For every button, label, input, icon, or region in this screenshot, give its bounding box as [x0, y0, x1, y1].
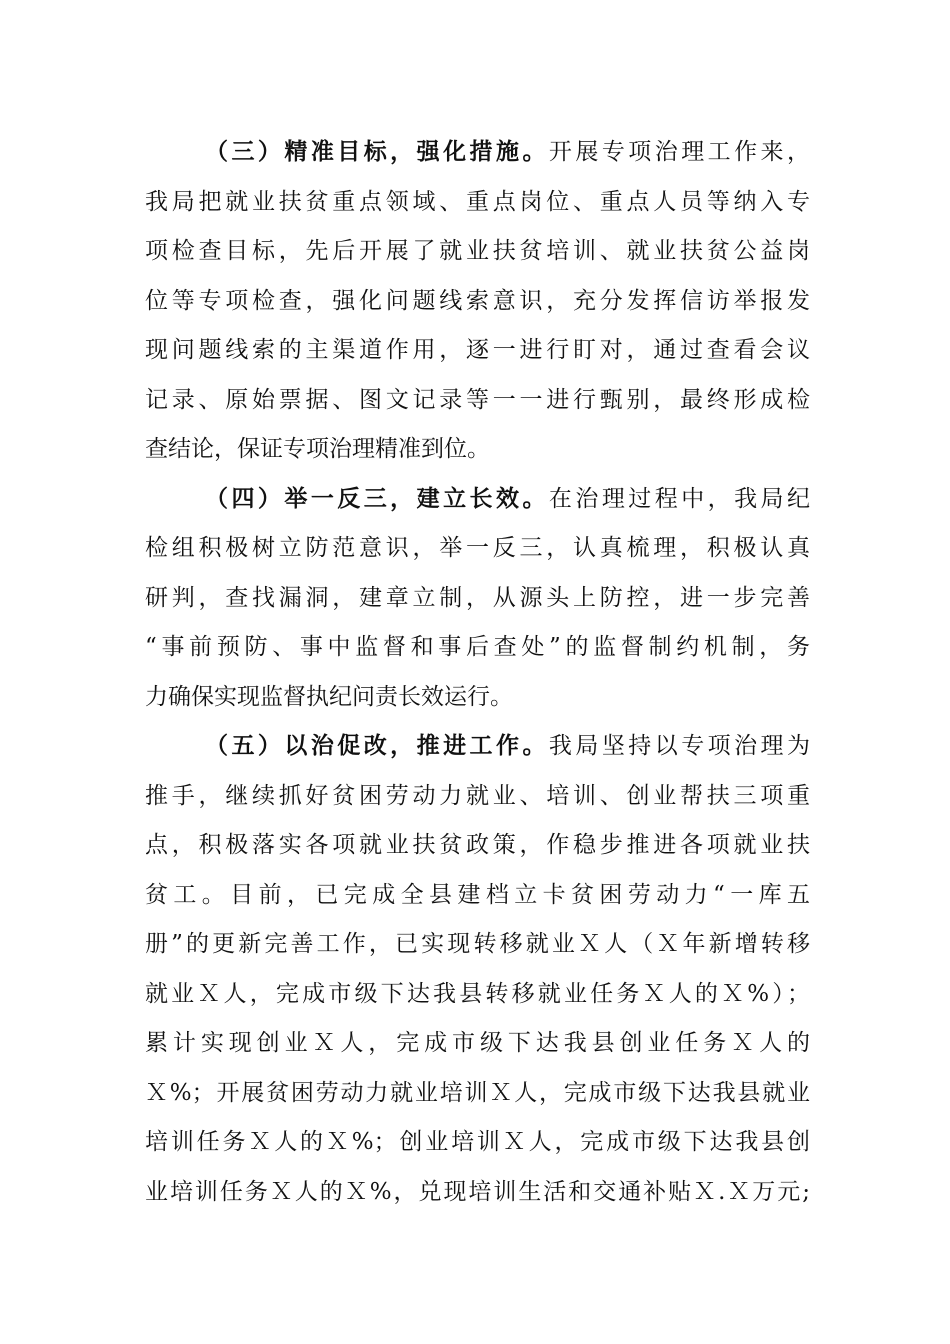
paragraph-line: 业培训任务Ｘ人的Ｘ%，兑现培训生活和交通补贴Ｘ.Ｘ万元;	[145, 1178, 810, 1205]
paragraph-line: 查结论，保证专项治理精准到位。	[145, 436, 490, 462]
paragraph-text: 我局坚持以专项治理为	[548, 733, 811, 759]
paragraph-text: 在治理过程中，我局纪	[548, 485, 811, 512]
paragraph-line: 册”的更新完善工作，已实现转移就业Ｘ人（Ｘ年新增转移	[145, 931, 810, 957]
paragraph-3	[145, 128, 810, 475]
paragraph-line: 贫工。目前，已完成全县建档立卡贫困劳动力“一库五	[145, 881, 810, 908]
paragraph-line: Ｘ%；开展贫困劳动力就业培训Ｘ人，完成市级下达我县就业	[145, 1079, 810, 1106]
paragraph-line: 推手，继续抓好贫困劳动力就业、培训、创业帮扶三项重	[145, 782, 810, 809]
paragraph-heading: （五）以治促改，推进工作。	[205, 733, 549, 759]
document-body	[145, 128, 810, 1217]
paragraph-line: 现问题线索的主渠道作用，逐一进行盯对，通过查看会议	[145, 337, 810, 363]
paragraph-line: 力确保实现监督执纪问责长效运行。	[145, 683, 513, 710]
paragraph-line: 我局把就业扶贫重点领域、重点岗位、重点人员等纳入专	[145, 188, 810, 215]
paragraph-line: 培训任务Ｘ人的Ｘ%；创业培训Ｘ人，完成市级下达我县创	[145, 1129, 810, 1155]
paragraph-line: 研判，查找漏洞，建章立制，从源头上防控，进一步完善	[145, 584, 810, 611]
paragraph-text: 开展专项治理工作来，	[548, 139, 811, 165]
paragraph-line: 位等专项检查，强化问题线索意识，充分发挥信访举报发	[145, 287, 810, 314]
paragraph-line: 累计实现创业Ｘ人，完成市级下达我县创业任务Ｘ人的	[145, 1030, 810, 1056]
paragraph-4	[145, 475, 810, 723]
paragraph-line: 检组积极树立防范意识，举一反三，认真梳理，积极认真	[145, 535, 810, 561]
paragraph-line: 项检查目标，先后开展了就业扶贫培训、就业扶贫公益岗	[145, 238, 810, 264]
paragraph-line: 就业Ｘ人，完成市级下达我县转移就业任务Ｘ人的Ｘ%）；	[145, 980, 810, 1007]
paragraph-line	[145, 475, 810, 525]
paragraph-heading: （四）举一反三，建立长效。	[205, 485, 549, 512]
paragraph-line	[145, 722, 810, 772]
paragraph-line: 点，积极落实各项就业扶贫政策，作稳步推进各项就业扶	[145, 832, 810, 858]
paragraph-heading: （三）精准目标，强化措施。	[205, 139, 549, 165]
paragraph-line: “事前预防、事中监督和事后查处”的监督制约机制，务	[145, 634, 810, 660]
paragraph-line: 记录、原始票据、图文记录等一一进行甄别，最终形成检	[145, 386, 810, 413]
paragraph-line	[145, 128, 810, 178]
paragraph-5	[145, 722, 810, 1217]
